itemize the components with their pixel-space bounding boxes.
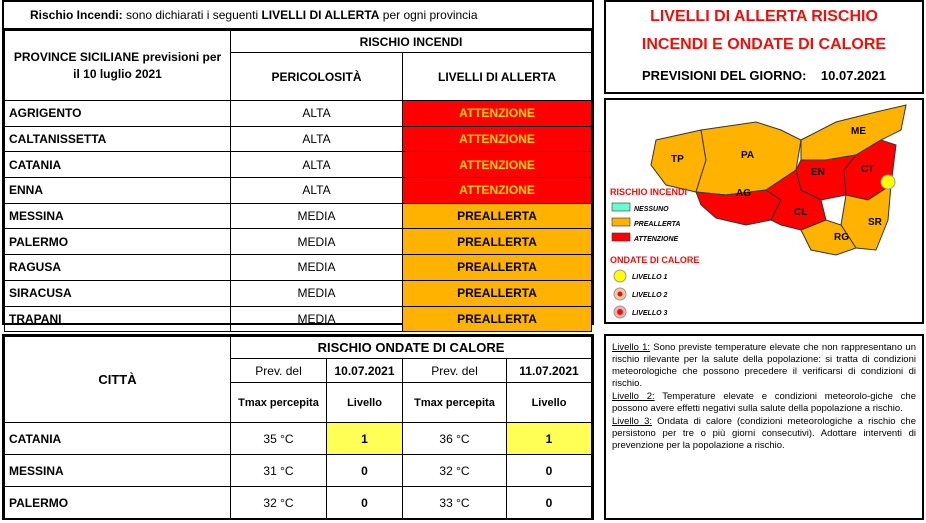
level-description (612, 342, 916, 390)
heat-wave-table (2, 334, 594, 520)
map-svg (606, 100, 922, 322)
province-name: MESSINA (5, 203, 231, 229)
map-label-pa: PA (741, 150, 755, 161)
fire-risk-header (2, 0, 594, 30)
province-name: SIRACUSA (5, 280, 231, 306)
tmax-header-2: Tmax percepita (403, 383, 507, 423)
heat-group-header: RISCHIO ONDATE DI CALORE (231, 337, 592, 359)
province-name: CALTANISSETTA (5, 126, 231, 152)
city-column-header: CITTÀ (5, 337, 231, 423)
map-label-rg: RG (834, 232, 849, 243)
level-text: Temperature elevate e condizioni meteorolo-giche che possono avere effetti negativi sulla salute della popolazione a rischio. (612, 391, 916, 414)
heat-level-2: 1 (507, 423, 592, 455)
map-label-en: EN (811, 167, 825, 178)
header-prefix: Rischio Incendi: (30, 8, 123, 22)
fire-table-row (5, 229, 592, 255)
map-label-ag: AG (736, 188, 751, 199)
level-label: Livello 2: (612, 391, 655, 402)
city-name: PALERMO (5, 487, 231, 519)
alert-level: PREALLERTA (403, 203, 592, 229)
danger-level: ALTA (231, 178, 403, 204)
level-description (612, 391, 916, 415)
danger-level: MEDIA (231, 203, 403, 229)
alert-level: ATTENZIONE (403, 152, 592, 178)
legend-prealert-swatch (612, 218, 630, 226)
alert-column-header: LIVELLI DI ALLERTA (403, 53, 592, 101)
title-line2: INCENDI E ONDATE DI CALORE (641, 36, 887, 53)
heat-level-1: 1 (327, 423, 403, 455)
legend-prealert-label: PREALLERTA (634, 221, 681, 228)
tmax-value-2: 33 °C (403, 487, 507, 519)
alert-level: PREALLERTA (403, 306, 592, 332)
city-name: MESSINA (5, 455, 231, 487)
fire-table-row (5, 255, 592, 281)
legend-none-label: NESSUNO (634, 206, 669, 213)
province-name: PALERMO (5, 229, 231, 255)
alert-level: PREALLERTA (403, 255, 592, 281)
header-bold: LIVELLI DI ALLERTA (261, 8, 380, 22)
tmax-value-2: 32 °C (403, 455, 507, 487)
heat-table-row (5, 487, 592, 519)
legend-attention-swatch (612, 233, 630, 241)
legend-level3-label: LIVELLO 3 (632, 310, 668, 317)
fire-table-row (5, 306, 592, 332)
fire-table-row (5, 203, 592, 229)
heat-table-row (5, 423, 592, 455)
heat-level-2: 0 (507, 455, 592, 487)
fire-table-row (5, 126, 592, 152)
legend-heat-title: ONDATE DI CALORE (610, 255, 700, 265)
level-text: Ondata di calore (condizioni meteorologiche a rischio che persistono per tre o più giorni consecutivi). Adottare interventi di prevenzione per la popolazione a rischio. (612, 416, 916, 451)
level-label: Livello 3: (612, 416, 652, 427)
sicily-map (604, 98, 924, 324)
level-description (612, 416, 916, 452)
legend-none-swatch (612, 203, 630, 211)
levels-description (604, 334, 924, 520)
danger-level: MEDIA (231, 229, 403, 255)
alert-level: ATTENZIONE (403, 178, 592, 204)
fire-table-row (5, 178, 592, 204)
province-name: CATANIA (5, 152, 231, 178)
level-header-2: Livello (507, 383, 592, 423)
alert-level: PREALLERTA (403, 229, 592, 255)
heat-marker-catania (881, 175, 895, 189)
alert-level: PREALLERTA (403, 280, 592, 306)
city-name: CATANIA (5, 423, 231, 455)
province-name: ENNA (5, 178, 231, 204)
map-label-me: ME (851, 126, 866, 137)
map-label-sr: SR (868, 217, 882, 228)
title-box (604, 0, 924, 94)
danger-column-header: PERICOLOSITÀ (231, 53, 403, 101)
danger-level: MEDIA (231, 280, 403, 306)
danger-level: ALTA (231, 101, 403, 127)
heat-level-2: 0 (507, 487, 592, 519)
forecast-date: PREVISIONI DEL GIORNO: 10.07.2021 (642, 68, 886, 83)
level-header-1: Livello (327, 383, 403, 423)
prev-label-1: Prev. del (231, 359, 327, 383)
date-1: 10.07.2021 (327, 359, 403, 383)
tmax-header-1: Tmax percepita (231, 383, 327, 423)
map-label-tp: TP (671, 154, 684, 165)
fire-table-row (5, 280, 592, 306)
header-suffix: per ogni provincia (379, 8, 478, 22)
date-2: 11.07.2021 (507, 359, 592, 383)
fire-risk-table (2, 30, 594, 325)
province-name: RAGUSA (5, 255, 231, 281)
tmax-value-1: 32 °C (231, 487, 327, 519)
alert-level: ATTENZIONE (403, 126, 592, 152)
danger-level: ALTA (231, 152, 403, 178)
province-name: TRAPANI (5, 306, 231, 332)
legend-level1-marker (614, 270, 626, 282)
legend-level2-label: LIVELLO 2 (632, 292, 668, 299)
legend-fire-title: RISCHIO INCENDI (610, 187, 688, 197)
fire-table-row (5, 152, 592, 178)
danger-level: ALTA (231, 126, 403, 152)
tmax-value-2: 36 °C (403, 423, 507, 455)
level-text: Sono previste temperature elevate che non rappresentano un rischio rilevante per la salute della popolazione: si tratta di condizioni meteorologiche che possono precedere il verificarsi di condizioni di rischio. (612, 342, 916, 389)
header-middle: sono dichiarati i seguenti (122, 8, 262, 22)
legend-level1-label: LIVELLO 1 (632, 274, 668, 281)
alert-level: ATTENZIONE (403, 101, 592, 127)
danger-level: MEDIA (231, 255, 403, 281)
danger-level: MEDIA (231, 306, 403, 332)
level-label: Livello 1: (612, 342, 651, 353)
heat-level-1: 0 (327, 455, 403, 487)
prev-label-2: Prev. del (403, 359, 507, 383)
heat-level-1: 0 (327, 487, 403, 519)
legend-attention-label: ATTENZIONE (634, 236, 679, 243)
map-label-cl: CL (794, 207, 808, 218)
map-label-ct: CT (861, 164, 875, 175)
heat-table-row (5, 455, 592, 487)
fire-table-row (5, 101, 592, 127)
fire-risk-group-header: RISCHIO INCENDI (231, 31, 592, 53)
title-line1: LIVELLI DI ALLERTA RISCHIO (650, 8, 878, 25)
tmax-value-1: 31 °C (231, 455, 327, 487)
province-column-header: PROVINCE SICILIANE previsioni per il 10 luglio 2021 (5, 31, 231, 101)
tmax-value-1: 35 °C (231, 423, 327, 455)
province-name: AGRIGENTO (5, 101, 231, 127)
